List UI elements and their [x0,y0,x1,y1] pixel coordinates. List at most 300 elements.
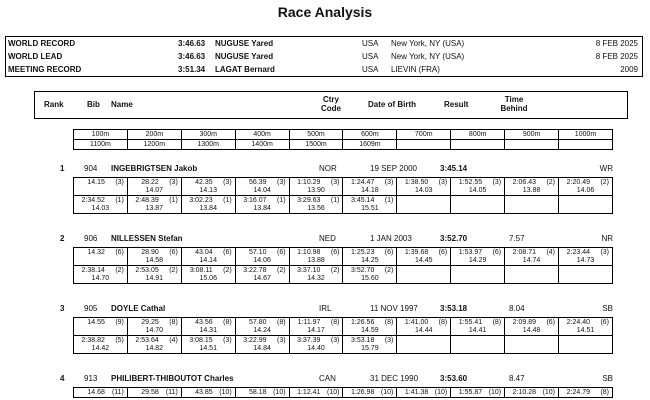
split-time: 2:24.79 [566,389,590,396]
record-label: WORLD RECORD [8,39,76,48]
split-position: (8) [600,389,609,396]
split-cell [235,318,289,336]
record-time: 3:46.63 [178,39,206,48]
split-lap: 14.41 [468,327,487,334]
header-ctry-code [321,95,341,113]
split-lap: 14.82 [145,345,164,352]
split-lap: 13.88 [522,187,541,194]
split-time: 1:52.55 [458,179,483,186]
split-cell [74,196,128,214]
split-time [559,266,612,267]
split-position: (6) [546,319,556,326]
split-cell [181,266,235,284]
split-cell [505,248,559,266]
split-time: 1:55.41 [458,319,483,326]
split-time: 57.10 [249,249,267,256]
athlete-name: DOYLE Cathal [111,304,166,313]
split-position: (10) [434,389,448,396]
athlete-record: NR [601,234,613,243]
split-cell [235,196,289,214]
split-cell [559,196,613,214]
split-time [505,196,558,197]
split-cell [343,266,397,284]
split-position: (1) [169,197,178,204]
split-cell [235,336,289,354]
split-position: (5) [115,337,124,344]
split-time: 57.80 [249,319,267,326]
record-holder: NUGUSE Yared [215,52,274,61]
split-lap: 14.05 [468,187,487,194]
split-lap: 14.17 [307,327,325,334]
split-time: 2:38.82 [81,337,105,344]
split-position: (4) [169,337,178,344]
split-lap: 15.60 [361,275,379,282]
distance-cell [559,140,613,150]
athlete-result: 3:53.60 [440,374,468,383]
split-time: 42.35 [195,179,213,186]
split-position: (6) [330,249,340,256]
athlete-dob: 1 JAN 2003 [370,234,412,243]
split-position: (10) [273,389,286,396]
split-position: (3) [384,337,394,344]
record-row-meeting-record [6,63,642,76]
split-lap: 14.58 [145,257,164,264]
split-time [451,266,504,267]
split-time: 2:09.89 [512,319,537,326]
distance-cell: 1200m [127,140,181,150]
split-position: (1) [277,197,286,204]
split-cell [451,178,505,196]
split-lap: 14.73 [576,257,595,264]
split-time: 3:52.70 [350,267,375,274]
split-time: 2:48.39 [135,197,159,204]
athlete-record: WR [599,164,613,173]
split-time: 1:41.38 [404,389,429,396]
split-cell [235,248,289,266]
distance-cell: 900m [505,130,559,140]
record-date: 8 FEB 2025 [595,52,638,61]
split-cell [181,388,235,398]
athlete-row [60,234,613,245]
split-time: 2:20.49 [566,179,590,186]
split-time: 58.18 [249,389,267,396]
split-lap: 15.79 [361,345,379,352]
split-cell [127,248,181,266]
split-lap: 14.32 [307,275,325,282]
athlete-rank: 4 [60,374,65,383]
split-position: (8) [330,319,340,326]
distance-cell: 100m [74,130,128,140]
split-row [74,318,613,336]
record-country: USA [362,52,379,61]
athlete-rank: 1 [60,164,65,173]
split-time: 2:24.40 [566,319,590,326]
distance-cell: 1100m [74,140,128,150]
split-time: 3:22.99 [243,337,267,344]
split-time: 3:37.10 [297,267,321,274]
record-date: 8 FEB 2025 [595,39,638,48]
athlete-dob: 19 SEP 2000 [370,164,418,173]
split-time: 1:26.98 [350,389,375,396]
record-label: WORLD LEAD [8,52,63,61]
split-time: 3:16.07 [243,197,267,204]
split-cell [127,178,181,196]
split-cell [505,196,559,214]
split-position: (8) [223,319,232,326]
split-time: 43.85 [195,389,213,396]
athlete-name: INGEBRIGTSEN Jakob [111,164,198,173]
split-time: 2:53.05 [135,267,159,274]
athlete-bib: 906 [84,234,98,243]
header-bib: Bib [87,100,100,109]
athlete-record: SB [602,374,613,383]
split-lap: 14.59 [361,327,379,334]
records-box [5,36,643,77]
split-cell [289,388,343,398]
split-cell [343,336,397,354]
split-time: 1:25.23 [350,249,375,256]
split-position: (6) [277,249,286,256]
splits-table [73,387,613,398]
split-time: 3:08.11 [189,267,213,274]
split-time: 1:55.87 [458,389,483,396]
split-time [397,266,450,267]
split-cell [181,196,235,214]
split-time: 3:37.39 [297,337,321,344]
split-cell [74,318,128,336]
split-time: 2:08.71 [512,249,537,256]
split-position: (2) [546,179,556,186]
split-time: 2:06.43 [512,179,537,186]
split-row [74,196,613,214]
split-position: (1) [115,197,124,204]
distance-cell: 1300m [181,140,235,150]
split-lap: 14.48 [522,327,541,334]
split-cell [397,196,451,214]
split-time: 3:22.78 [243,267,267,274]
split-position: (3) [223,179,232,186]
athlete-rank: 2 [60,234,65,243]
split-cell [181,178,235,196]
split-cell [235,266,289,284]
split-lap: 13.88 [307,257,325,264]
split-time: 2:38.14 [81,267,105,274]
split-lap: 14.70 [145,327,164,334]
split-lap: 15.51 [361,205,379,212]
split-time: 2:23.44 [566,249,590,256]
header-name: Name [111,100,133,109]
split-position: (4) [546,249,556,256]
distance-cell [397,140,451,150]
split-cell [181,318,235,336]
split-cell [235,178,289,196]
split-position: (2) [115,267,124,274]
split-cell [343,388,397,398]
split-time: 3:02.23 [189,197,213,204]
header-dob: Date of Birth [368,100,416,109]
split-position: (6) [438,249,448,256]
athlete-country: IRL [319,304,332,313]
split-time: 43.04 [195,249,213,256]
split-cell [181,336,235,354]
split-cell [127,196,181,214]
split-time: 29.58 [141,389,159,396]
distance-cell: 200m [127,130,181,140]
split-time: 1:10.98 [297,249,321,256]
split-lap: 14.29 [468,257,487,264]
split-lap: 14.51 [576,327,595,334]
split-cell [397,318,451,336]
record-country: USA [362,65,379,74]
header-result: Result [444,100,469,109]
split-time: 2:53.64 [135,337,159,344]
split-cell [289,318,343,336]
distance-cell: 1500m [289,140,343,150]
split-position: (6) [492,249,502,256]
split-time: 43.56 [195,319,213,326]
split-cell [451,266,505,284]
split-time: 3:53.18 [350,337,375,344]
split-cell [74,266,128,284]
record-row-world-lead [6,50,642,63]
split-time [451,196,504,197]
split-position: (3) [277,337,286,344]
split-lap: 14.07 [145,187,164,194]
athlete-result: 3:52.70 [440,234,468,243]
split-time: 14.68 [87,389,105,396]
split-position: (9) [115,319,124,326]
split-cell [127,336,181,354]
athlete-name: PHILIBERT-THIBOUTOT Charles [111,374,234,383]
split-time: 1:24.47 [350,179,375,186]
split-position: (6) [600,319,609,326]
split-position: (11) [165,389,178,396]
split-cell [74,178,128,196]
split-time: 3:45.14 [350,197,375,204]
athlete-country: CAN [319,374,336,383]
split-time [397,196,450,197]
athlete-row [60,304,613,315]
split-time: 1:38.50 [404,179,429,186]
split-lap: 14.13 [199,187,217,194]
split-position: (2) [169,267,178,274]
split-cell [74,248,128,266]
split-cell [505,178,559,196]
split-cell [397,178,451,196]
split-position: (10) [380,389,394,396]
split-cell [289,266,343,284]
split-cell [397,248,451,266]
split-cell [397,336,451,354]
athlete-row [60,164,613,175]
split-cell [451,248,505,266]
split-time: 1:26.56 [350,319,375,326]
record-row-world-record [6,37,642,50]
page-title: Race Analysis [277,4,373,20]
split-time [397,336,450,337]
distance-cell: 1000m [559,130,613,140]
split-position: (1) [330,197,340,204]
athlete-name: NILLESSEN Stefan [111,234,183,243]
athlete-behind: 7.57 [509,234,525,243]
header-ctry-line1: Ctry [322,95,339,104]
split-position: (2) [384,267,394,274]
athlete-record: SB [602,304,613,313]
splits-table [73,317,613,354]
split-lap: 13.87 [145,205,164,212]
split-lap: 14.91 [145,275,164,282]
split-time: 1:12.41 [297,389,321,396]
split-lap: 14.24 [253,327,271,334]
distance-cell: 400m [235,130,289,140]
split-cell [235,388,289,398]
split-cell [74,388,128,398]
split-cell [289,336,343,354]
split-position: (3) [600,249,609,256]
split-lap: 15.06 [199,275,217,282]
split-position: (10) [327,389,340,396]
athlete-bib: 904 [84,164,98,173]
split-cell [289,248,343,266]
athlete-dob: 11 NOV 1997 [370,304,418,313]
split-cell [343,178,397,196]
distance-row [74,130,613,140]
split-position: (8) [438,319,448,326]
splits-table [73,177,613,214]
split-time: 1:10.29 [297,179,321,186]
split-position: (1) [384,197,394,204]
split-position: (3) [169,179,178,186]
split-cell [559,248,613,266]
athlete-country: NED [319,234,336,243]
split-position: (3) [330,179,340,186]
split-lap: 13.90 [307,187,325,194]
split-lap: 14.67 [253,275,271,282]
split-position: (8) [169,319,178,326]
split-cell [451,318,505,336]
record-place: New York, NY (USA) [391,39,465,48]
record-time: 3:51.34 [178,65,206,74]
split-cell [74,336,128,354]
split-cell [505,266,559,284]
split-lap: 14.03 [415,187,433,194]
athlete-result: 3:45.14 [440,164,468,173]
split-position: (10) [488,389,502,396]
split-lap: 14.25 [361,257,379,264]
header-time-behind [495,95,533,113]
split-lap: 14.51 [199,345,217,352]
athlete-behind: 8.04 [509,304,525,313]
split-cell [559,336,613,354]
split-position: (10) [219,389,232,396]
split-cell [127,318,181,336]
athlete-behind: 8.47 [509,374,525,383]
distance-cell: 300m [181,130,235,140]
split-cell [559,266,613,284]
record-time: 3:46.63 [178,52,206,61]
split-position: (2) [330,267,340,274]
split-lap: 13.84 [253,205,271,212]
header-ctry-line2: Code [321,104,341,113]
distance-cell: 1609m [343,140,397,150]
split-time: 14.32 [87,249,105,256]
split-time: 29.25 [141,319,159,326]
split-cell [397,266,451,284]
split-lap: 14.70 [91,275,110,282]
splits-table [73,247,613,284]
athlete-country: NOR [319,164,337,173]
split-row [74,336,613,354]
split-row [74,266,613,284]
split-time: 1:53.97 [458,249,483,256]
record-country: USA [362,39,379,48]
split-cell [559,318,613,336]
split-time [559,336,612,337]
split-time: 14.15 [87,179,105,186]
split-position: (6) [223,249,232,256]
split-lap: 14.74 [522,257,541,264]
record-date: 2009 [620,65,638,74]
split-cell [397,388,451,398]
split-time [505,266,558,267]
split-time: 56.39 [249,179,267,186]
split-position: (6) [384,249,394,256]
split-position: (2) [277,267,286,274]
split-position: (8) [384,319,394,326]
split-position: (2) [223,267,232,274]
split-cell [343,318,397,336]
split-lap: 14.03 [91,205,110,212]
split-position: (11) [111,389,124,396]
athlete-dob: 31 DEC 1990 [370,374,419,383]
split-time [505,336,558,337]
athlete-bib: 905 [84,304,98,313]
distance-legend-table [73,129,613,150]
split-time: 28.90 [141,249,159,256]
column-header [34,91,628,119]
split-cell [181,248,235,266]
split-cell [343,196,397,214]
split-cell [505,336,559,354]
distance-cell: 800m [451,130,505,140]
split-position: (3) [330,337,340,344]
header-tb-line1: Time [504,95,524,104]
header-tb-line2: Behind [500,104,528,113]
split-cell [127,266,181,284]
split-cell [451,388,505,398]
split-position: (1) [223,197,232,204]
athlete-row [60,374,613,385]
split-time: 1:41.00 [404,319,429,326]
split-cell [451,196,505,214]
split-position: (3) [277,179,286,186]
split-position: (10) [542,389,556,396]
distance-cell: 700m [397,130,451,140]
split-lap: 13.56 [307,205,325,212]
split-cell [451,336,505,354]
distance-row [74,140,613,150]
split-position: (6) [115,249,124,256]
split-time: 3:08.15 [189,337,213,344]
split-lap: 14.42 [91,345,110,352]
split-position: (6) [169,249,178,256]
split-cell [289,196,343,214]
split-lap: 14.31 [199,327,217,334]
record-holder: NUGUSE Yared [215,39,274,48]
record-holder: LAGAT Bernard [215,65,275,74]
split-time [559,196,612,197]
split-time: 28.22 [141,179,159,186]
